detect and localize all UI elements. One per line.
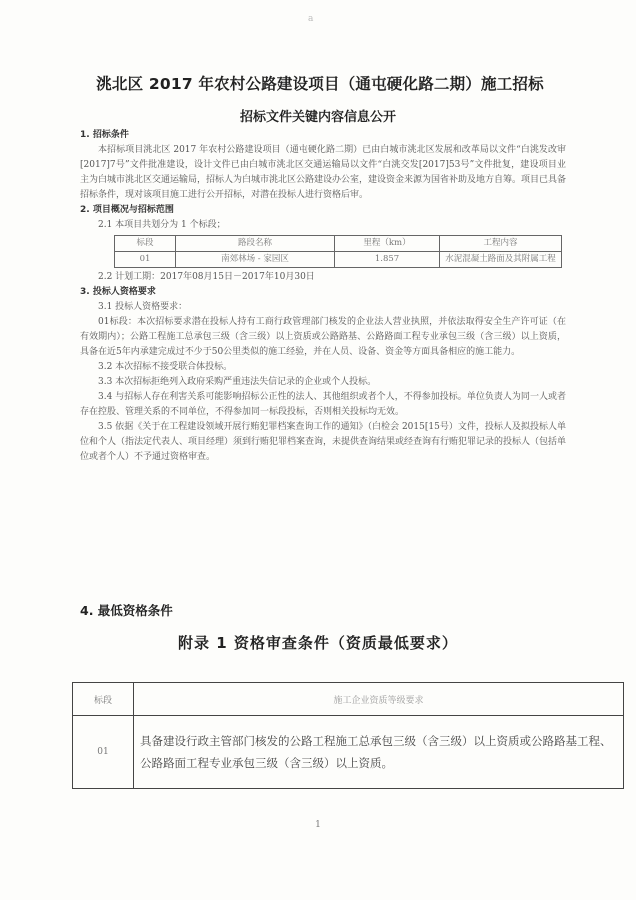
section-2-plan: 2.2 计划工期：2017年08月15日－2017年10月30日 <box>98 272 315 282</box>
header-mark: a <box>308 14 314 24</box>
lot-header-mileage: 里程（km） <box>335 236 440 252</box>
qualification-table <box>72 682 624 789</box>
page-subtitle: 招标文件关键内容信息公开 <box>239 110 396 125</box>
qualification-cell-lot: 01 <box>73 716 134 789</box>
lot-header-road: 路段名称 <box>176 236 335 252</box>
lot-table <box>114 235 562 268</box>
section-3-heading: 3. 投标人资格要求 <box>80 287 156 297</box>
lot-header-lot: 标段 <box>115 236 176 252</box>
lot-cell-lot: 01 <box>115 252 176 268</box>
section-1-text: 本招标项目洮北区 2017 年农村公路建设项目（通屯硬化路二期）已由白城市洮北区发展和改革局以文件“白洮发改审[2017]7号”文件批准建设，设计文件已由白城市洮北区交通运输局以文件“白洮交发[2017]53号”文件批复，建设项目业主为白城市洮北区交通运输局，招标人为白城市洮北区公路建设办公室，建设资金来源为国省补助及地方自筹。项目已具备招标条件，现对该项目施工进行公开招标，对潜在投标人进行资格后审。 <box>80 145 567 200</box>
section-3-lot-requirement: 01标段：本次招标要求潜在投标人持有工商行政管理部门核发的企业法人营业执照，并依法取得安全生产许可证（在有效期内）；公路工程施工总承包三级（含三级）以上资质或公路路基、公路路面工程专业承包三级（含三级）以上资质，具备在近5年内承建完成过不少于50公里类似的施工经验，并在人员、设备、资金等方面具备相应的施工能力。 <box>80 317 566 357</box>
appendix-title: 附录 1 资格审查条件（资质最低要求） <box>178 634 458 652</box>
lot-cell-mileage: 1.857 <box>335 252 440 268</box>
document-body <box>80 128 566 465</box>
section-3-item-5: 3.5 依据《关于在工程建设领域开展行贿犯罪档案查询工作的通知》（白检会 2015[15号）文件，投标人及拟投标人单位和个人（指法定代表人、项目经理）须到行贿犯罪档案查询，未提供查询结果或经查询有行贿犯罪记录的投标人（包括单位或者个人）不予通过资格审查。 <box>80 422 567 462</box>
section-2-intro: 2.1 本项目共划分为 1 个标段； <box>98 220 226 230</box>
qualification-cell-requirement: 具备建设行政主管部门核发的公路工程施工总承包三级（含三级）以上资质或公路路基工程、公路路面工程专业承包三级（含三级）以上资质。 <box>134 716 624 789</box>
section-4-heading: 4. 最低资格条件 <box>80 603 173 618</box>
page-number: 1 <box>315 820 321 830</box>
qualification-header-lot: 标段 <box>73 683 134 716</box>
section-3-item-1: 3.1 投标人资格要求： <box>98 302 188 312</box>
section-3-item-4: 3.4 与招标人存在利害关系可能影响招标公正性的法人、其他组织或者个人，不得参加投标。单位负责人为同一人或者存在控股、管理关系的不同单位，不得参加同一标段投标，否则相关投标均无效。 <box>80 392 566 417</box>
table-row <box>115 252 562 268</box>
section-3-item-3: 3.3 本次招标拒绝列入政府采购严重违法失信记录的企业或个人投标。 <box>98 377 377 387</box>
page-title: 洮北区 2017 年农村公路建设项目（通屯硬化路二期）施工招标 <box>96 75 544 93</box>
section-1-heading: 1. 招标条件 <box>80 130 129 140</box>
table-row <box>73 716 624 789</box>
section-2-heading: 2. 项目概况与招标范围 <box>80 205 174 215</box>
lot-header-content: 工程内容 <box>440 236 562 252</box>
qualification-header-requirement: 施工企业资质等级要求 <box>134 683 624 716</box>
lot-table-header <box>115 236 562 252</box>
qualification-table-header <box>73 683 624 716</box>
lot-cell-road: 南郊林场 - 家园区 <box>176 252 335 268</box>
lot-cell-content: 水泥混凝土路面及其附属工程 <box>440 252 562 268</box>
section-3-item-2: 3.2 本次招标不接受联合体投标。 <box>98 362 233 372</box>
